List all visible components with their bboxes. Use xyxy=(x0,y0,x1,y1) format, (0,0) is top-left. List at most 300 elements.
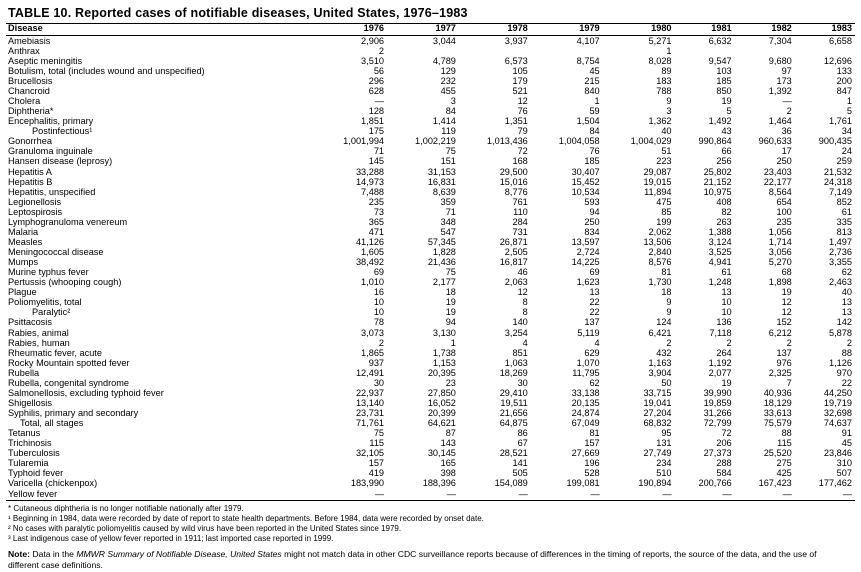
cell-1982: 976 xyxy=(776,357,792,368)
cell-1978: — xyxy=(518,488,528,499)
page-title: TABLE 10. Reported cases of notifiable diseases, United States, 1976–1983 xyxy=(8,6,468,20)
cell-1977: 1,828 xyxy=(432,247,456,258)
cell-1977: 4,789 xyxy=(432,55,456,66)
cell-1978: 2,505 xyxy=(504,247,528,258)
row-disease-label: Rheumatic fever, acute xyxy=(8,347,102,358)
cell-1977: 359 xyxy=(440,196,456,207)
cell-1978: 76 xyxy=(517,106,528,117)
cell-1983: 1,761 xyxy=(829,116,852,127)
cell-1979: 185 xyxy=(584,156,600,167)
cell-1982: 88 xyxy=(781,428,792,439)
cell-1983: 45 xyxy=(841,438,852,449)
cell-1976: 157 xyxy=(368,458,385,469)
cell-1980: 199 xyxy=(656,216,672,227)
cell-1980: 2,840 xyxy=(648,247,672,258)
cell-1980: 18 xyxy=(661,287,672,298)
cell-1982 xyxy=(735,46,795,56)
cell-1981: 21,152 xyxy=(703,176,732,187)
cell-1981: 25,802 xyxy=(703,166,732,177)
cell-1977: 20,399 xyxy=(427,408,456,419)
cell-1982: 1,714 xyxy=(768,236,792,247)
cell-1983: 22 xyxy=(841,377,852,388)
cell-1977: 8,639 xyxy=(432,186,456,197)
cell-1978: 28,521 xyxy=(499,448,528,459)
cell-1977: 27,850 xyxy=(427,387,456,398)
cell-1982: 115 xyxy=(777,438,792,449)
table-header-row xyxy=(6,24,855,36)
cell-1983: 1 xyxy=(846,96,852,107)
cell-1983: — xyxy=(842,488,852,499)
cell-1980: 13,506 xyxy=(643,236,672,247)
cell-1979: 593 xyxy=(584,196,600,207)
cell-1978: 179 xyxy=(512,75,528,86)
cell-1983: 13 xyxy=(841,307,852,318)
cell-1979: 1,623 xyxy=(576,277,600,288)
cell-1977: 1 xyxy=(450,337,456,348)
row-disease-label: Trichinosis xyxy=(8,438,52,449)
cell-1976: 2 xyxy=(378,45,385,56)
cell-1982: 40,936 xyxy=(763,387,792,398)
row-disease-label: Syphilis, primary and secondary xyxy=(8,408,139,419)
cell-1976: 183,990 xyxy=(350,478,385,489)
cell-1978: 16,817 xyxy=(499,257,528,268)
cell-1979: 157 xyxy=(584,438,600,449)
cell-1979: 196 xyxy=(584,458,600,469)
cell-1982: 137 xyxy=(776,347,792,358)
footnote-1: ¹ Beginning in 1984, data were recorded by date of report to state health departments. Before 1984, data were recorded by onset date. xyxy=(8,514,484,523)
cell-1983: 24,318 xyxy=(823,176,852,187)
cell-1982: 1,392 xyxy=(768,86,792,97)
row-disease-label: Leptospirosis xyxy=(8,206,63,217)
cell-1983: 88 xyxy=(841,347,852,358)
cell-1983: 852 xyxy=(836,196,852,207)
cell-1980: 89 xyxy=(661,65,672,76)
cell-1979: 11,795 xyxy=(572,367,600,378)
cell-1982: 960,633 xyxy=(758,136,792,147)
cell-1983: 44,250 xyxy=(823,387,852,398)
cell-1982: 1,464 xyxy=(768,116,792,127)
cell-1982: 97 xyxy=(781,65,792,76)
cell-1977: 20,395 xyxy=(427,367,456,378)
cell-1983: 5 xyxy=(846,106,852,117)
cell-1983: 970 xyxy=(836,367,852,378)
cell-1978: 154,089 xyxy=(494,478,528,489)
cell-1976: 128 xyxy=(368,106,385,117)
table-row xyxy=(6,489,855,499)
cell-1982: 152 xyxy=(776,317,792,328)
cell-1978: 140 xyxy=(512,317,528,328)
cell-1982: 1,898 xyxy=(768,277,792,288)
cell-1981: 256 xyxy=(716,156,732,167)
table-row xyxy=(6,157,855,167)
note-text-after: might not match data in other CDC surveillance reports because of differences in the timing of reports, the source of the data, and the use of different case definitions. xyxy=(8,549,817,571)
cell-1983: 74,637 xyxy=(823,418,852,429)
cell-1978: 79 xyxy=(517,126,528,137)
cell-1981: 2,077 xyxy=(708,367,732,378)
table-row xyxy=(6,368,855,378)
cell-1977: 1,002,219 xyxy=(415,136,456,147)
cell-1977: 1,414 xyxy=(432,116,456,127)
table-row xyxy=(6,479,855,489)
cell-1983: 200 xyxy=(836,75,852,86)
cell-1977: 398 xyxy=(440,468,456,479)
cell-1982: 3,056 xyxy=(768,247,792,258)
cell-1976: 628 xyxy=(368,86,385,97)
row-disease-label: Typhoid fever xyxy=(8,468,64,479)
cell-1978: 21,656 xyxy=(499,408,528,419)
row-disease-label: Rabies, animal xyxy=(8,327,69,338)
cell-1979: 13,597 xyxy=(571,236,600,247)
cell-1983: 1,497 xyxy=(829,236,852,247)
cell-1983: 2 xyxy=(846,337,852,348)
cell-1981: 27,373 xyxy=(703,448,732,459)
cell-1983: 40 xyxy=(841,287,852,298)
table-bottom-rule xyxy=(6,500,855,501)
cell-1979: 215 xyxy=(584,75,600,86)
cell-1976: 14,973 xyxy=(355,176,385,187)
cell-1977: 21,436 xyxy=(427,257,456,268)
cell-1978: 29,500 xyxy=(499,166,528,177)
cell-1977: 547 xyxy=(440,226,456,237)
cell-1979: 59 xyxy=(589,106,600,117)
cell-1980: 1,004,029 xyxy=(630,136,672,147)
cell-1982: 75,579 xyxy=(763,418,792,429)
row-disease-label: Poliomyelitis, total xyxy=(8,297,82,308)
cell-1982: 250 xyxy=(776,156,792,167)
cell-1981: 206 xyxy=(716,438,732,449)
cell-1978: 105 xyxy=(512,65,528,76)
cell-1980: 95 xyxy=(661,428,672,439)
cell-1978: 15,016 xyxy=(499,176,528,187)
cell-1977: 129 xyxy=(440,65,456,76)
cell-1982: 25,520 xyxy=(763,448,792,459)
cell-1981: 10 xyxy=(721,307,732,318)
cell-1980: 27,204 xyxy=(643,408,672,419)
cell-1982: — xyxy=(782,96,792,107)
cell-1981: 850 xyxy=(716,86,732,97)
cell-1983: 142 xyxy=(836,317,852,328)
cell-1979: 20,135 xyxy=(571,397,600,408)
cell-1982: 68 xyxy=(781,267,792,278)
cell-1981: 19 xyxy=(721,96,732,107)
cell-1977: 143 xyxy=(440,438,456,449)
cell-1982: 235 xyxy=(776,216,792,227)
cell-1983: 847 xyxy=(836,86,852,97)
cell-1980: 3 xyxy=(666,106,672,117)
cell-1981 xyxy=(675,46,735,56)
footnotes xyxy=(6,504,855,543)
cell-1977: 31,153 xyxy=(427,166,456,177)
cell-1976: 1,605 xyxy=(361,247,385,258)
cell-1983: 7,149 xyxy=(829,186,852,197)
row-disease-label: Yellow fever xyxy=(8,488,58,499)
row-disease-label: Hepatitis B xyxy=(8,176,53,187)
cell-1979: 4,107 xyxy=(576,35,600,46)
cell-1976: 10 xyxy=(373,307,385,318)
cell-1976: 10 xyxy=(373,297,385,308)
cell-1980: 1 xyxy=(666,45,672,56)
cell-1979: 33,138 xyxy=(571,387,600,398)
cell-1976: 3,073 xyxy=(361,327,385,338)
col-header-1981: 1981 xyxy=(711,23,732,33)
col-header-1976: 1976 xyxy=(363,23,385,33)
cell-1983: 2,736 xyxy=(829,247,852,258)
cell-1979: 834 xyxy=(584,226,600,237)
cell-1983: 813 xyxy=(836,226,852,237)
table-head xyxy=(6,24,855,36)
row-disease-label: Rabies, human xyxy=(8,337,70,348)
footnote-2: ² No cases with paralytic poliomyelitis caused by wild virus have been reported in the United States since 1979. xyxy=(8,523,402,533)
table-row xyxy=(6,177,855,187)
cell-1976: 56 xyxy=(373,65,385,76)
row-disease-label: Pertussis (whooping cough) xyxy=(8,277,122,288)
row-disease-label: Psittacosis xyxy=(8,317,52,328)
cell-1978: 505 xyxy=(512,468,528,479)
cell-1983: 34 xyxy=(841,126,852,137)
col-header-1977: 1977 xyxy=(435,23,456,33)
cell-1976: 78 xyxy=(373,317,385,328)
cell-1980: 19,015 xyxy=(643,176,672,187)
row-disease-label: Cholera xyxy=(8,96,41,107)
row-disease-label: Rubella xyxy=(8,367,40,378)
cell-1983: 335 xyxy=(836,216,852,227)
cell-1980: 51 xyxy=(661,146,672,157)
cell-1980: — xyxy=(662,488,672,499)
cell-1982: 22,177 xyxy=(763,176,792,187)
cell-1979: 67,049 xyxy=(571,418,600,429)
cell-1982: 6,212 xyxy=(768,327,792,338)
row-disease-label: Plague xyxy=(8,287,37,298)
row-disease-label: Chancroid xyxy=(8,86,50,97)
cell-1976: 115 xyxy=(369,438,385,449)
cell-1981: 10 xyxy=(721,297,732,308)
cell-1976: 73 xyxy=(373,206,385,217)
cell-1977: 84 xyxy=(445,106,456,117)
cell-1977: 18 xyxy=(445,287,456,298)
cell-1976: 1,001,994 xyxy=(343,136,385,147)
cell-1978: 851 xyxy=(512,347,528,358)
table-row xyxy=(6,348,855,358)
cell-1980: 2,062 xyxy=(648,226,672,237)
cell-1977: — xyxy=(446,488,456,499)
cell-1978: 168 xyxy=(512,156,528,167)
cell-1976: 175 xyxy=(368,126,385,137)
cell-1981: 185 xyxy=(716,75,732,86)
cell-1982: 36 xyxy=(781,126,792,137)
cell-1976: 71,761 xyxy=(355,418,385,429)
cell-1981: 584 xyxy=(716,468,732,479)
cell-1979: 14,225 xyxy=(571,257,600,268)
cell-1980: 510 xyxy=(656,468,672,479)
cell-1979: 30,407 xyxy=(571,166,600,177)
cell-1981: 13 xyxy=(721,287,732,298)
cell-1980: 50 xyxy=(661,377,672,388)
cell-1982: 8,564 xyxy=(768,186,792,197)
cell-1977: 71 xyxy=(445,206,456,217)
cell-1980: 1,730 xyxy=(648,277,672,288)
row-disease-label: Botulism, total (includes wound and unspecified) xyxy=(8,65,205,76)
cell-1983: 23,846 xyxy=(823,448,852,459)
cell-1980: 183 xyxy=(656,75,672,86)
col-header-1983: 1983 xyxy=(831,23,852,33)
row-disease-label: Aseptic meningitis xyxy=(8,55,83,66)
cell-1983: 13 xyxy=(841,297,852,308)
cell-1982: 425 xyxy=(776,468,792,479)
cell-1976: 1,010 xyxy=(361,277,385,288)
notifiable-diseases-table xyxy=(6,23,855,499)
cell-1980: 432 xyxy=(656,347,672,358)
row-disease-label: Anthrax xyxy=(8,45,40,56)
cell-1980: 1,362 xyxy=(648,116,672,127)
cell-1983: 310 xyxy=(836,458,852,469)
cell-1981: 408 xyxy=(716,196,732,207)
cell-1983: 62 xyxy=(841,267,852,278)
row-disease-label: Malaria xyxy=(8,226,39,237)
cell-1977: 64,621 xyxy=(427,418,456,429)
cell-1981: 82 xyxy=(721,206,732,217)
cell-1977: 188,396 xyxy=(422,478,456,489)
cell-1976: 1,865 xyxy=(361,347,385,358)
cell-1977: 16,052 xyxy=(427,397,456,408)
cell-1980: 27,749 xyxy=(643,448,672,459)
table-note xyxy=(6,549,855,571)
cell-1981: 7,118 xyxy=(709,327,732,338)
cell-1978: 4 xyxy=(522,337,528,348)
cell-1980: 9 xyxy=(666,96,672,107)
table-body xyxy=(6,36,855,499)
table-row xyxy=(6,46,855,56)
cell-1978: 3,254 xyxy=(504,327,528,338)
cell-1980: 8,576 xyxy=(648,257,672,268)
table-row xyxy=(6,338,855,348)
cell-1980: 223 xyxy=(656,156,672,167)
table-row xyxy=(6,318,855,328)
col-header-1979: 1979 xyxy=(579,23,600,33)
cell-1978: 3,937 xyxy=(504,35,528,46)
row-disease-label: Tularemia xyxy=(8,458,49,469)
col-header-disease: Disease xyxy=(8,23,43,33)
cell-1982: 33,613 xyxy=(763,408,792,419)
cell-1977: 30,145 xyxy=(427,448,456,459)
cell-1977: 3 xyxy=(450,96,456,107)
cell-1978: 30 xyxy=(517,377,528,388)
cell-1976: 22,937 xyxy=(355,387,385,398)
cell-1978: 284 xyxy=(512,216,528,227)
cell-1978: 8 xyxy=(522,307,528,318)
cell-1980: 11,894 xyxy=(644,186,672,197)
cell-1981: — xyxy=(722,488,732,499)
cell-1980: 2 xyxy=(666,337,672,348)
cell-1977: 23 xyxy=(445,377,456,388)
cell-1981: 39,990 xyxy=(703,387,732,398)
cell-1978 xyxy=(459,46,531,56)
cell-1982: 100 xyxy=(776,206,792,217)
cell-1979: 2,724 xyxy=(576,247,600,258)
cell-1976: 71 xyxy=(373,146,385,157)
cell-1981: 1,248 xyxy=(708,277,732,288)
table-row xyxy=(6,197,855,207)
cell-1983: 2,463 xyxy=(829,277,852,288)
cell-1981: 72,799 xyxy=(703,418,732,429)
footnote-0: * Cutaneous diphtheria is no longer notifiable nationally after 1979. xyxy=(8,504,244,514)
cell-1979: 629 xyxy=(584,347,600,358)
cell-1979: 1,070 xyxy=(576,357,600,368)
cell-1983: 133 xyxy=(836,65,852,76)
cell-1979: 4 xyxy=(594,337,600,348)
cell-1977: 87 xyxy=(445,428,456,439)
cell-1979: 5,119 xyxy=(577,327,600,338)
cell-1982: 7,304 xyxy=(768,35,792,46)
cell-1979: 69 xyxy=(589,267,600,278)
cell-1978: 46 xyxy=(517,267,528,278)
cell-1980: 3,904 xyxy=(648,367,672,378)
cell-1982: 19 xyxy=(781,287,792,298)
cell-1983: 3,355 xyxy=(829,257,852,268)
cell-1981: 288 xyxy=(716,458,732,469)
cell-1980: 124 xyxy=(656,317,672,328)
table-row xyxy=(6,187,855,197)
cell-1977: 348 xyxy=(440,216,456,227)
cell-1979: 84 xyxy=(589,126,600,137)
cell-1982: 7 xyxy=(786,377,792,388)
cell-1981: 10,975 xyxy=(703,186,732,197)
cell-1980: 19,041 xyxy=(643,397,672,408)
cell-1977: 151 xyxy=(440,156,456,167)
cell-1976: 33,288 xyxy=(355,166,385,177)
cell-1979: 840 xyxy=(584,86,600,97)
col-header-1980: 1980 xyxy=(651,23,672,33)
cell-1981: 5 xyxy=(726,106,732,117)
cell-1976: 38,492 xyxy=(355,257,385,268)
cell-1981: 136 xyxy=(716,317,732,328)
cell-1976: 7,488 xyxy=(361,186,385,197)
cell-1979: 1 xyxy=(594,96,600,107)
cell-1983: 259 xyxy=(836,156,852,167)
cell-1982: 12 xyxy=(781,297,792,308)
cell-1980: 6,421 xyxy=(648,327,672,338)
note-label: Note: xyxy=(8,549,30,560)
cell-1978: 12 xyxy=(517,96,528,107)
cell-1976: 419 xyxy=(368,468,385,479)
cell-1982: 5,270 xyxy=(768,257,792,268)
cell-1977: 94 xyxy=(445,317,456,328)
cell-1982: 2,325 xyxy=(768,367,792,378)
cell-1982: 173 xyxy=(776,75,792,86)
cell-1979: 10,534 xyxy=(571,186,600,197)
cell-1981: 3,124 xyxy=(708,236,732,247)
cell-1976: 3,510 xyxy=(361,55,385,66)
cell-1981: 1,492 xyxy=(708,116,732,127)
cell-1980: 788 xyxy=(656,86,672,97)
cell-1981: 3,525 xyxy=(708,247,732,258)
cell-1977: 19 xyxy=(445,297,456,308)
cell-1977: 57,345 xyxy=(427,236,456,247)
cell-1979: 76 xyxy=(589,146,600,157)
row-disease-label: Gonorrhea xyxy=(8,136,52,147)
cell-1978: 761 xyxy=(512,196,528,207)
cell-1979: 199,081 xyxy=(566,478,600,489)
cell-1980: 131 xyxy=(656,438,672,449)
col-header-1982: 1982 xyxy=(771,23,792,33)
cell-1980: 234 xyxy=(656,458,672,469)
table-row xyxy=(6,36,855,47)
row-disease-label: Hepatitis A xyxy=(8,166,52,177)
row-disease-label: Legionellosis xyxy=(8,196,62,207)
cell-1983: 24 xyxy=(841,146,852,157)
row-disease-label: Granuloma inguinale xyxy=(8,146,93,157)
cell-1978: 2,063 xyxy=(504,277,528,288)
row-disease-label: Encephalitis, primary xyxy=(8,116,94,127)
